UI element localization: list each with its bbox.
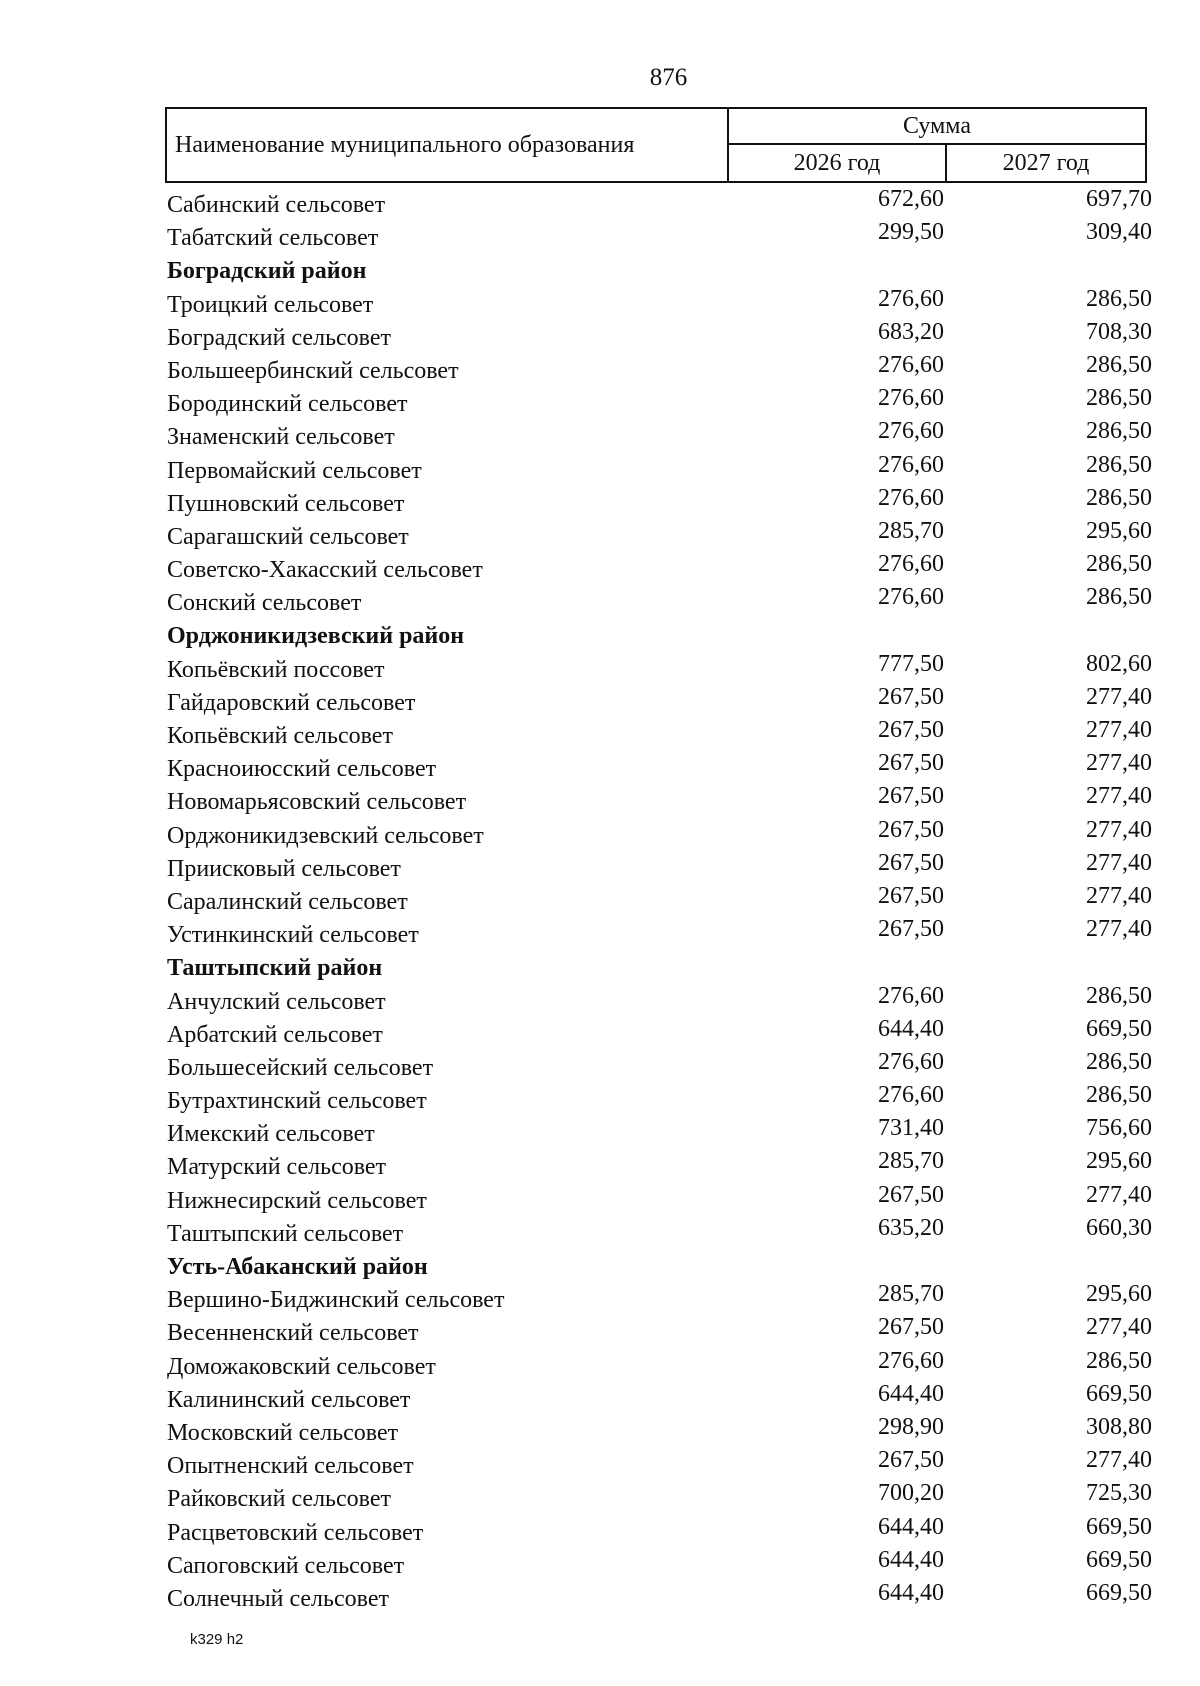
amount-2027: 286,50 [1086,285,1152,312]
table-row [167,186,1152,219]
municipality-name: Бородинский сельсовет [167,391,408,418]
amount-2027: 277,40 [1086,750,1152,777]
table-row [167,551,1152,584]
amount-2026: 267,50 [878,1181,944,1208]
municipality-name: Сонский сельсовет [167,590,362,617]
municipality-name: Большеербинский сельсовет [167,357,459,384]
district-name: Орджоникидзевский район [167,623,465,650]
amount-2026: 644,40 [878,1513,944,1540]
amount-2027: 725,30 [1086,1480,1152,1507]
municipality-name: Анчулский сельсовет [167,988,386,1015]
amount-2026: 267,50 [878,916,944,943]
amount-2026: 276,60 [878,551,944,578]
amount-2027: 277,40 [1086,882,1152,909]
municipality-name: Вершино-Биджинский сельсовет [167,1287,505,1314]
district-heading-row [167,252,1152,285]
amount-2026: 267,50 [878,1447,944,1474]
municipality-name: Сабинский сельсовет [167,192,386,218]
municipality-name: Приисковый сельсовет [167,855,401,882]
amount-2027: 286,50 [1086,418,1152,445]
municipality-name: Сарагашский сельсовет [167,523,409,550]
municipality-name: Знаменский сельсовет [167,424,395,451]
page-number: 876 [649,64,688,91]
amount-2027: 277,40 [1086,1314,1152,1341]
table-row [167,1281,1152,1314]
amount-2026: 644,40 [878,1380,944,1407]
table-row [167,983,1152,1016]
municipality-name: Советско-Хакасский сельсовет [167,557,483,584]
amount-2026: 731,40 [878,1115,944,1142]
amount-2026: 267,50 [878,717,944,743]
amount-2026: 276,60 [878,285,944,312]
municipality-name: Устинкинский сельсовет [167,922,419,949]
municipality-name: Новомарьясовский сельсовет [167,789,467,816]
amount-2026: 285,70 [878,517,944,544]
municipality-name: Нижнесирский сельсовет [167,1187,427,1214]
amount-2027: 277,40 [1086,816,1152,843]
amount-2027: 660,30 [1086,1214,1152,1241]
table-row [167,1049,1152,1082]
amount-2026: 276,60 [878,1347,944,1374]
table-row [167,352,1152,385]
amount-2027: 295,60 [1086,1281,1152,1308]
amount-2026: 267,50 [878,783,944,810]
municipality-name: Райковский сельсовет [167,1486,391,1513]
municipality-name: Калининский сельсовет [167,1386,411,1413]
table-row [167,1480,1152,1513]
municipality-name: Опытненский сельсовет [167,1453,414,1480]
amount-2026: 276,60 [878,385,944,412]
amount-2027: 308,80 [1086,1413,1152,1440]
table-row [167,684,1152,717]
table-row [167,1514,1152,1547]
municipality-name: Большесейский сельсовет [167,1054,434,1081]
amount-2027: 669,50 [1086,1579,1152,1606]
amount-2027: 286,50 [1086,1347,1152,1374]
amount-2027: 295,60 [1086,517,1152,544]
amount-2026: 276,60 [878,451,944,478]
municipality-name: Таштыпский сельсовет [167,1220,404,1247]
table-row [167,1148,1152,1181]
amount-2027: 286,50 [1086,551,1152,578]
amount-2026: 683,20 [878,318,944,345]
table-row [167,385,1152,418]
amount-2026: 267,50 [878,1314,944,1341]
district-name: Боградский район [167,258,367,285]
amount-2026: 267,50 [878,816,944,843]
amount-2026: 635,20 [878,1214,944,1241]
amount-2026: 276,60 [878,1082,944,1109]
amount-2026: 276,60 [878,584,944,611]
table-row [167,518,1152,551]
amount-2026: 298,90 [878,1413,944,1440]
amount-2026: 285,70 [878,1281,944,1308]
amount-2026: 644,40 [878,1579,944,1606]
amount-2027: 697,70 [1086,186,1152,212]
amount-2026: 276,60 [878,351,944,378]
amount-2026: 276,60 [878,418,944,445]
table-row [167,584,1152,617]
municipality-name: Красноиюсский сельсовет [167,756,437,783]
table-row [167,418,1152,451]
municipality-name: Пушновский сельсовет [167,490,405,517]
amount-2027: 756,60 [1086,1115,1152,1142]
amount-2026: 267,50 [878,750,944,777]
amount-2026: 267,50 [878,882,944,909]
table-row [167,1314,1152,1347]
municipality-name: Доможаковский сельсовет [167,1353,436,1380]
amount-2026: 276,60 [878,982,944,1009]
amount-2026: 276,60 [878,484,944,511]
table-row [167,452,1152,485]
amount-2027: 277,40 [1086,1447,1152,1474]
municipality-name: Гайдаровский сельсовет [167,689,416,716]
municipality-name: Первомайский сельсовет [167,457,422,484]
amount-2027: 669,50 [1086,1015,1152,1042]
municipality-name: Московский сельсовет [167,1419,399,1446]
amount-2027: 277,40 [1086,683,1152,710]
municipality-name: Солнечный сельсовет [167,1585,389,1612]
table-row [167,485,1152,518]
table-row [167,817,1152,850]
amount-2026: 644,40 [878,1546,944,1573]
table-header [165,107,1147,183]
column-header-sum: Сумма [729,109,1145,145]
district-heading-row [167,949,1152,982]
amount-2026: 267,50 [878,683,944,710]
table-row [167,1348,1152,1381]
amount-2027: 286,50 [1086,982,1152,1009]
amount-2027: 286,50 [1086,1048,1152,1075]
table-row [167,783,1152,816]
amount-2027: 286,50 [1086,351,1152,378]
table-row [167,916,1152,949]
document-code: k329 h2 [190,1631,244,1648]
amount-2027: 708,30 [1086,318,1152,345]
municipality-name: Троицкий сельсовет [167,291,374,318]
amount-2026: 672,60 [878,186,944,212]
municipality-name: Боградский сельсовет [167,324,391,351]
amount-2027: 277,40 [1086,783,1152,810]
table-row [167,717,1152,750]
table-row [167,651,1152,684]
amount-2026: 644,40 [878,1015,944,1042]
table-row [167,1182,1152,1215]
municipality-name: Имекский сельсовет [167,1121,375,1148]
table-row [167,319,1152,352]
amount-2026: 276,60 [878,1048,944,1075]
municipality-name: Копьёвский поссовет [167,656,385,683]
table-row [167,750,1152,783]
district-heading-row [167,1248,1152,1281]
table-row [167,1016,1152,1049]
table-row [167,219,1152,252]
amount-2027: 286,50 [1086,1082,1152,1109]
amount-2027: 295,60 [1086,1148,1152,1175]
amount-2027: 286,50 [1086,584,1152,611]
municipality-name: Расцветовский сельсовет [167,1519,424,1546]
district-name: Таштыпский район [167,955,383,982]
amount-2026: 777,50 [878,650,944,677]
amount-2026: 285,70 [878,1148,944,1175]
table-row [167,1115,1152,1148]
municipality-name: Сапоговский сельсовет [167,1552,405,1579]
column-header-name: Наименование муниципального образования [167,109,729,181]
table-body [167,186,1152,1613]
municipality-name: Саралинский сельсовет [167,888,408,915]
column-header-2026: 2026 год [729,145,947,181]
municipality-name: Матурский сельсовет [167,1154,387,1181]
amount-2027: 277,40 [1086,916,1152,943]
amount-2027: 669,50 [1086,1513,1152,1540]
amount-2026: 700,20 [878,1480,944,1507]
municipality-name: Весенненский сельсовет [167,1320,419,1347]
amount-2027: 802,60 [1086,650,1152,677]
amount-2027: 277,40 [1086,717,1152,743]
table-row [167,850,1152,883]
table-row [167,1381,1152,1414]
amount-2027: 286,50 [1086,385,1152,412]
amount-2027: 286,50 [1086,451,1152,478]
district-name: Усть-Абаканский район [167,1254,428,1280]
amount-2027: 309,40 [1086,219,1152,246]
table-row [167,1414,1152,1447]
table-row [167,1547,1152,1580]
column-header-2027: 2027 год [1002,150,1090,176]
amount-2027: 669,50 [1086,1380,1152,1407]
municipality-name: Табатский сельсовет [167,225,379,252]
municipality-name: Орджоникидзевский сельсовет [167,822,484,849]
amount-2027: 669,50 [1086,1546,1152,1573]
table-row [167,1447,1152,1480]
municipality-name: Арбатский сельсовет [167,1021,383,1048]
table-row [167,1215,1152,1248]
amount-2026: 299,50 [878,219,944,246]
municipality-name: Копьёвский сельсовет [167,723,393,749]
amount-2027: 277,40 [1086,849,1152,876]
district-heading-row [167,617,1152,650]
municipality-name: Бутрахтинский сельсовет [167,1088,427,1115]
table-row [167,286,1152,319]
table-row [167,1082,1152,1115]
table-row [167,1580,1152,1613]
table-row [167,883,1152,916]
amount-2026: 267,50 [878,849,944,876]
amount-2027: 286,50 [1086,484,1152,511]
amount-2027: 277,40 [1086,1181,1152,1208]
